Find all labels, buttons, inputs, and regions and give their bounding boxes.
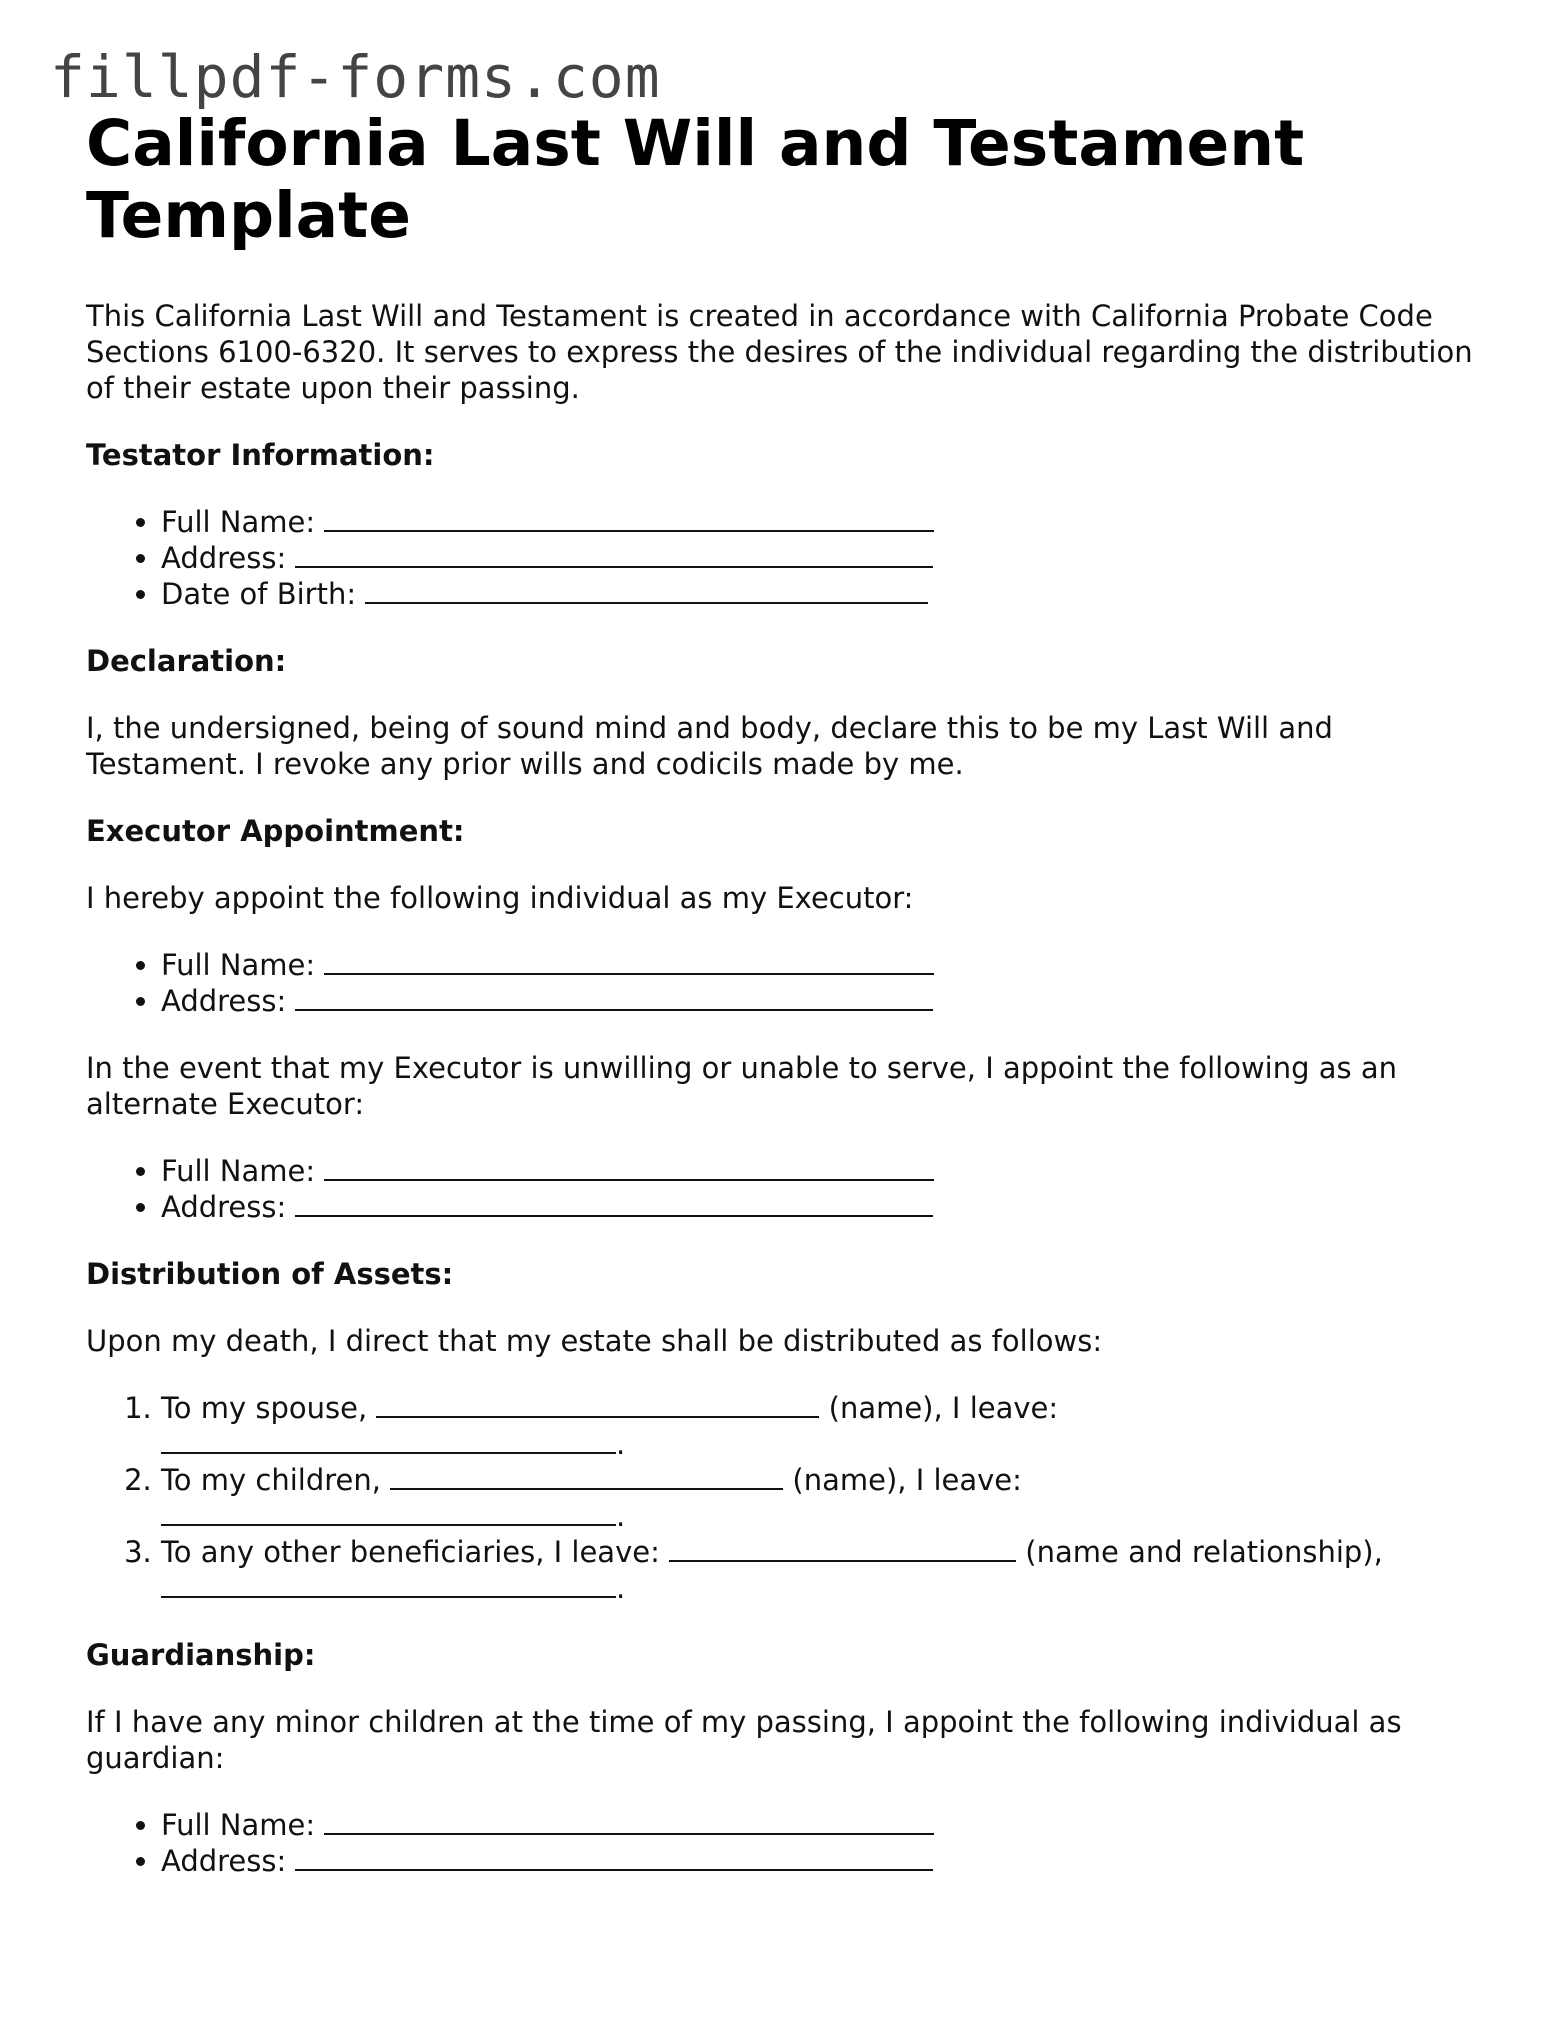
testator-heading: Testator Information: xyxy=(86,438,435,472)
period: . xyxy=(616,1499,626,1533)
list-item xyxy=(161,1807,1486,1843)
alt-executor-name-field[interactable] xyxy=(324,1153,934,1181)
executor-intro: I hereby appoint the following individual as my Executor: xyxy=(86,881,914,915)
guardian-address-label: Address: xyxy=(161,1844,287,1878)
spouse-suffix: (name), I leave: xyxy=(828,1391,1059,1425)
spouse-bequest-field[interactable] xyxy=(161,1426,616,1454)
list-item xyxy=(161,1153,1486,1189)
intro-paragraph: This California Last Will and Testament is created in accordance with California Probate Code Sections 6100-6320. It serves to express the desires of the individual regarding the distribution of their estate upon their passing. xyxy=(86,299,1473,405)
list-item xyxy=(161,1462,1486,1534)
children-suffix: (name), I leave: xyxy=(792,1463,1022,1497)
period: . xyxy=(616,1427,626,1461)
guardian-name-label: Full Name: xyxy=(161,1808,316,1842)
executor-name-label: Full Name: xyxy=(161,948,316,982)
distribution-heading: Distribution of Assets: xyxy=(86,1257,454,1291)
list-item xyxy=(161,1534,1486,1606)
testator-dob-field[interactable] xyxy=(365,576,928,604)
list-item xyxy=(161,576,1486,612)
other-prefix: To any other beneficiaries, I leave: xyxy=(161,1535,660,1569)
guardianship-list xyxy=(86,1807,1486,1879)
executor-address-field[interactable] xyxy=(295,983,933,1011)
list-item xyxy=(161,1843,1486,1879)
testator-address-label: Address: xyxy=(161,541,287,575)
list-item xyxy=(161,947,1486,983)
document-page xyxy=(86,108,1486,1910)
page-title: California Last Will and Testament Template xyxy=(86,107,1305,252)
watermark-logo: fillpdf-forms.com xyxy=(50,43,661,111)
list-item xyxy=(161,983,1486,1019)
executor-address-label: Address: xyxy=(161,984,287,1018)
list-item xyxy=(161,504,1486,540)
children-prefix: To my children, xyxy=(161,1463,381,1497)
other-suffix: (name and relationship), xyxy=(1025,1535,1383,1569)
testator-name-field[interactable] xyxy=(324,504,934,532)
other-bequest-field[interactable] xyxy=(161,1570,616,1598)
alt-executor-address-field[interactable] xyxy=(295,1189,933,1217)
distribution-list xyxy=(86,1390,1486,1606)
executor-name-field[interactable] xyxy=(324,947,934,975)
guardian-address-field[interactable] xyxy=(295,1843,933,1871)
testator-name-label: Full Name: xyxy=(161,505,316,539)
other-beneficiary-field[interactable] xyxy=(669,1534,1016,1562)
children-name-field[interactable] xyxy=(390,1462,783,1490)
period: . xyxy=(616,1571,626,1605)
testator-dob-label: Date of Birth: xyxy=(161,577,357,611)
alternate-executor-list xyxy=(86,1153,1486,1225)
spouse-name-field[interactable] xyxy=(376,1390,819,1418)
executor-heading: Executor Appointment: xyxy=(86,814,465,848)
list-item xyxy=(161,1390,1486,1462)
list-item xyxy=(161,1189,1486,1225)
guardianship-heading: Guardianship: xyxy=(86,1638,316,1672)
testator-list xyxy=(86,504,1486,612)
alt-executor-address-label: Address: xyxy=(161,1190,287,1224)
guardian-name-field[interactable] xyxy=(324,1807,934,1835)
distribution-intro: Upon my death, I direct that my estate shall be distributed as follows: xyxy=(86,1324,1103,1358)
executor-list xyxy=(86,947,1486,1019)
guardianship-intro: If I have any minor children at the time of my passing, I appoint the following individual as guardian: xyxy=(86,1705,1402,1775)
alternate-executor-intro: In the event that my Executor is unwilling or unable to serve, I appoint the following as an alternate Executor: xyxy=(86,1051,1397,1121)
children-bequest-field[interactable] xyxy=(161,1498,616,1526)
list-item xyxy=(161,540,1486,576)
testator-address-field[interactable] xyxy=(295,540,933,568)
declaration-text: I, the undersigned, being of sound mind and body, declare this to be my Last Will and Testament. I revoke any prior wills and codicils made by me. xyxy=(86,711,1333,781)
declaration-heading: Declaration: xyxy=(86,644,287,678)
spouse-prefix: To my spouse, xyxy=(161,1391,368,1425)
alt-executor-name-label: Full Name: xyxy=(161,1154,316,1188)
